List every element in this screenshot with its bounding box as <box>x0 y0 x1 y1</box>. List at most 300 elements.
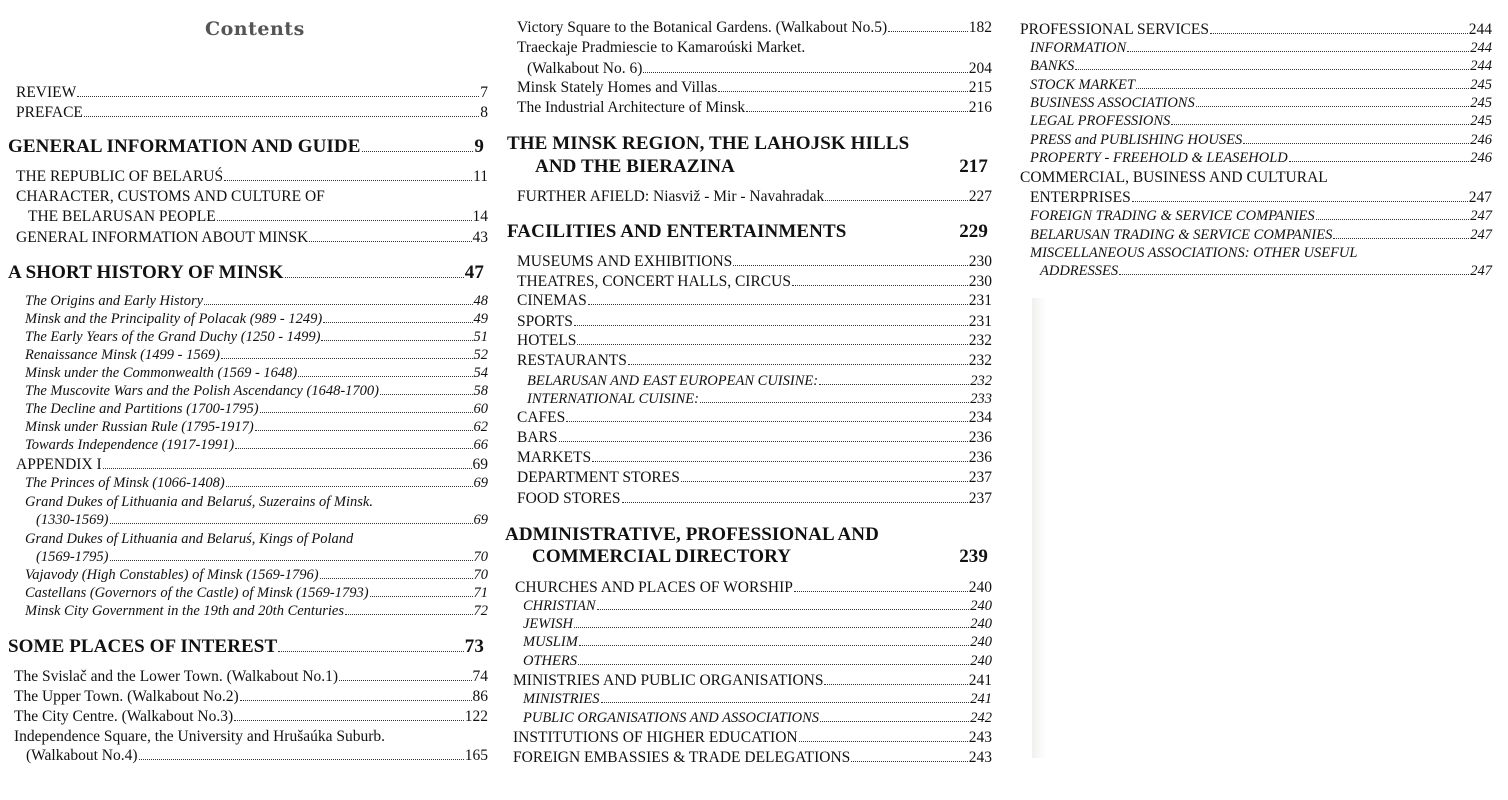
toc-entry <box>1030 58 1492 75</box>
toc-entry <box>1020 169 1492 186</box>
page-number: 245 <box>1470 113 1492 129</box>
page-title: Contents <box>205 18 305 40</box>
page-number: 165 <box>464 747 488 764</box>
page-number: 227 <box>968 188 992 205</box>
dot-leader <box>362 151 474 152</box>
entry-title: BELARUSAN AND EAST EUROPEAN CUISINE: <box>527 373 819 389</box>
entry-title: Minsk under Russian Rule (1795-1917) <box>25 419 254 435</box>
entry-title: Traeckaje Pradmiescie to Kamaroúski Market. <box>517 39 806 56</box>
page-number: 234 <box>968 409 992 426</box>
page-number: 122 <box>464 708 488 725</box>
dot-leader <box>285 277 464 278</box>
dot-leader <box>309 241 471 242</box>
dot-leader <box>221 358 473 359</box>
toc-entry <box>1030 40 1492 57</box>
page-number: 240 <box>970 598 992 614</box>
entry-title: Grand Dukes of Lithuania and Belaruś, Kings of Poland <box>25 531 354 547</box>
dot-leader <box>320 578 473 579</box>
entry-title: CAFES <box>517 409 566 426</box>
dot-leader <box>278 651 464 652</box>
entry-title: DEPARTMENT STORES <box>517 469 680 486</box>
dot-leader <box>799 741 968 742</box>
entry-title: The Princes of Minsk (1066-1408) <box>25 475 225 491</box>
toc-entry <box>25 365 488 382</box>
entry-title: The Muscovite Wars and the Polish Ascendancy (1648-1700) <box>25 383 379 399</box>
dot-leader <box>339 680 471 681</box>
dot-leader <box>1316 219 1470 220</box>
entry-title: The Upper Town. (Walkabout No.2) <box>14 688 239 705</box>
entry-title: A SHORT HISTORY OF MINSK <box>8 262 284 283</box>
entry-title: Minsk City Government in the 19th and 20th Centuries <box>25 603 344 619</box>
entry-title: Victory Square to the Botanical Gardens. (Walkabout No.5) <box>517 19 888 36</box>
toc-entry <box>517 490 992 507</box>
dot-leader <box>1333 238 1469 239</box>
page-number: 230 <box>968 273 992 290</box>
toc-entry <box>16 229 488 246</box>
dot-leader <box>1210 33 1468 34</box>
toc-entry <box>25 419 488 436</box>
dot-leader <box>234 720 464 721</box>
entry-title: GENERAL INFORMATION AND GUIDE <box>8 136 361 157</box>
page-number: 233 <box>970 391 992 407</box>
page-number: 182 <box>968 19 992 36</box>
page-number: 236 <box>968 449 992 466</box>
page-number: 11 <box>473 168 488 185</box>
page-number: 48 <box>473 293 488 309</box>
toc-entry <box>14 688 488 705</box>
page-number: 8 <box>480 104 488 121</box>
toc-entry <box>1030 95 1492 112</box>
toc-entry <box>517 99 992 116</box>
page-number: 237 <box>968 469 992 486</box>
entry-title: ADDRESSES <box>1040 263 1119 279</box>
entry-title: BANKS <box>1030 58 1075 74</box>
dot-leader <box>792 285 968 286</box>
dot-leader <box>578 664 969 665</box>
toc-entry <box>14 728 488 745</box>
toc-entry <box>1020 21 1492 38</box>
dot-leader <box>77 96 479 97</box>
dot-leader <box>1243 143 1469 144</box>
toc-entry <box>25 311 488 328</box>
page-number: 246 <box>1470 150 1492 166</box>
page-number: 232 <box>968 332 992 349</box>
dot-leader <box>574 627 969 628</box>
entry-title: ADMINISTRATIVE, PROFESSIONAL AND <box>505 524 879 545</box>
page-number: 70 <box>473 567 488 583</box>
entry-title: INFORMATION <box>1030 40 1127 56</box>
toc-entry <box>517 292 992 309</box>
page-number: 247 <box>1470 208 1492 224</box>
entry-title: THE REPUBLIC OF BELARUŚ <box>16 168 224 185</box>
page-number: 62 <box>473 419 488 435</box>
entry-title: CINEMAS <box>517 292 587 309</box>
entry-title: GENERAL INFORMATION ABOUT MINSK <box>16 229 309 246</box>
entry-title: THEATRES, CONCERT HALLS, CIRCUS <box>517 273 791 290</box>
toc-entry <box>16 456 488 473</box>
entry-title: MARKETS <box>517 449 592 466</box>
dot-leader <box>1196 106 1470 107</box>
section-heading <box>507 133 992 154</box>
toc-entry <box>523 653 992 670</box>
section-heading <box>8 636 488 657</box>
entry-title: INSTITUTIONS OF HIGHER EDUCATION <box>513 729 798 746</box>
entry-title: Minsk under the Commonwealth (1569 - 1648) <box>25 365 298 381</box>
entry-title: Grand Dukes of Lithuania and Belaruś, Suzerains of Minsk. <box>25 494 373 510</box>
dot-leader <box>380 394 473 395</box>
entry-title: Castellans (Governors of the Castle) of Minsk (1569-1793) <box>25 585 369 601</box>
page-number: 231 <box>968 292 992 309</box>
dot-leader <box>217 220 472 221</box>
page-number: 231 <box>968 313 992 330</box>
entry-title: (1569-1795) <box>36 549 109 565</box>
dot-leader <box>345 614 473 615</box>
entry-title: The Early Years of the Grand Duchy (1250 - 1499) <box>25 329 321 345</box>
toc-entry <box>527 60 992 77</box>
dot-leader <box>559 441 968 442</box>
entry-title: HOTELS <box>517 332 577 349</box>
entry-title: PROFESSIONAL SERVICES <box>1020 21 1209 38</box>
page-number: 242 <box>970 710 992 726</box>
page-number: 51 <box>473 329 488 345</box>
page-number: 217 <box>959 156 988 177</box>
dot-leader <box>1132 201 1468 202</box>
entry-title: CHRISTIAN <box>523 598 596 614</box>
page-number: 240 <box>970 616 992 632</box>
page-number: 244 <box>1468 21 1492 38</box>
dot-leader <box>825 200 967 201</box>
page-number: 245 <box>1470 77 1492 93</box>
page-number: 58 <box>473 383 488 399</box>
entry-title: PUBLIC ORGANISATIONS AND ASSOCIATIONS <box>523 710 820 726</box>
toc-entry <box>25 329 488 346</box>
entry-title: SOME PLACES OF INTEREST <box>8 636 278 657</box>
dot-leader <box>643 72 967 73</box>
dot-leader <box>574 325 968 326</box>
page-number: 43 <box>472 229 488 246</box>
page-number: 243 <box>968 749 992 766</box>
entry-title: MISCELLANEOUS ASSOCIATIONS: OTHER USEFUL <box>1030 245 1358 261</box>
page-number: 229 <box>959 221 988 242</box>
entry-title: JEWISH <box>523 616 573 632</box>
page-number: 241 <box>968 672 992 689</box>
page-number: 86 <box>472 688 488 705</box>
entry-title: SPORTS <box>517 313 573 330</box>
entry-title: Minsk and the Principality of Polacak (989 - 1249) <box>25 311 323 327</box>
page-number: 240 <box>970 653 992 669</box>
entry-title: CHARACTER, CUSTOMS AND CULTURE OF <box>16 188 325 205</box>
dot-leader <box>1136 88 1469 89</box>
toc-entry <box>523 598 992 615</box>
dot-leader <box>819 384 969 385</box>
toc-entry <box>25 603 488 620</box>
dot-leader <box>681 481 968 482</box>
page-number: 216 <box>968 99 992 116</box>
page-number: 71 <box>473 585 488 601</box>
dot-leader <box>235 448 472 449</box>
entry-title: THE BELARUSAN PEOPLE <box>28 208 216 225</box>
entry-title: OTHERS <box>523 653 577 669</box>
entry-title: THE MINSK REGION, THE LAHOJSK HILLS <box>507 133 910 154</box>
page-number: 9 <box>474 136 484 157</box>
toc-entry <box>14 668 488 685</box>
dot-leader <box>588 304 968 305</box>
toc-entry <box>1040 263 1492 280</box>
entry-title: PRESS and PUBLISHING HOUSES <box>1030 132 1243 148</box>
toc-entry <box>1030 245 1492 262</box>
dot-leader <box>1289 161 1469 162</box>
section-heading <box>532 546 992 567</box>
page-number: 243 <box>968 729 992 746</box>
toc-entry <box>517 313 992 330</box>
toc-entry <box>25 494 488 511</box>
entry-title: Independence Square, the University and Hrušaúka Suburb. <box>14 728 386 745</box>
toc-entry <box>25 401 488 418</box>
toc-entry <box>513 729 992 746</box>
dot-leader <box>226 486 473 487</box>
page-number: 247 <box>1468 189 1492 206</box>
toc-entry <box>25 347 488 364</box>
dot-leader <box>110 560 473 561</box>
toc-entry <box>16 168 488 185</box>
toc-entry <box>517 429 992 446</box>
toc-entry <box>523 710 992 727</box>
toc-entry <box>36 549 488 566</box>
toc-entry <box>36 512 488 529</box>
entry-title: MINISTRIES <box>523 691 600 707</box>
entry-title: The Origins and Early History <box>25 293 204 309</box>
entry-title: FOREIGN EMBASSIES & TRADE DELEGATIONS <box>513 749 851 766</box>
dot-leader <box>323 322 472 323</box>
toc-entry <box>1030 77 1492 94</box>
entry-title: RESTAURANTS <box>517 352 627 369</box>
toc-entry <box>517 352 992 369</box>
dot-leader <box>888 31 968 32</box>
dot-leader <box>700 402 969 403</box>
entry-title: FURTHER AFIELD: Niasviž - Mir - Navahradak <box>517 188 825 205</box>
entry-title: The Svislač and the Lower Town. (Walkabout No.1) <box>14 668 339 685</box>
toc-entry <box>517 188 992 205</box>
page-number: 241 <box>970 691 992 707</box>
toc-entry <box>517 273 992 290</box>
dot-leader <box>628 364 968 365</box>
toc-entry <box>527 391 992 408</box>
toc-entry <box>523 616 992 633</box>
entry-title: (Walkabout No.4) <box>26 747 138 764</box>
page-number: 237 <box>968 490 992 507</box>
page-number: 73 <box>464 636 484 657</box>
dot-leader <box>298 376 472 377</box>
dot-leader <box>601 702 970 703</box>
entry-title: BUSINESS ASSOCIATIONS <box>1030 95 1195 111</box>
page-number: 240 <box>968 579 992 596</box>
entry-title: Towards Independence (1917-1991) <box>25 437 235 453</box>
toc-entry <box>1030 208 1492 225</box>
toc-entry <box>25 531 488 548</box>
toc-entry <box>25 585 488 602</box>
toc-entry <box>517 19 992 36</box>
toc-entry <box>513 749 992 766</box>
page-number: 244 <box>1470 40 1492 56</box>
page-number: 47 <box>464 262 484 283</box>
page-number: 66 <box>473 437 488 453</box>
toc-entry <box>523 691 992 708</box>
dot-leader <box>622 502 968 503</box>
dot-leader <box>204 304 472 305</box>
page-number: 247 <box>1470 227 1492 243</box>
entry-title: PROPERTY - FREEHOLD & LEASEHOLD <box>1030 150 1288 166</box>
page-number: 239 <box>959 546 988 567</box>
toc-entry <box>25 293 488 310</box>
toc-entry <box>527 373 992 390</box>
toc-entry <box>517 79 992 96</box>
page-number: 215 <box>968 79 992 96</box>
page-number: 74 <box>472 668 488 685</box>
dot-leader <box>110 523 473 524</box>
dot-leader <box>592 461 968 462</box>
section-heading <box>8 136 488 157</box>
dot-leader <box>1171 124 1469 125</box>
dot-leader <box>224 180 472 181</box>
dot-leader <box>746 111 968 112</box>
toc-entry <box>1030 189 1492 206</box>
dot-leader <box>84 116 479 117</box>
toc-entry <box>517 449 992 466</box>
page-number: 240 <box>970 634 992 650</box>
page-number: 7 <box>480 84 488 101</box>
entry-title: FACILITIES AND ENTERTAINMENTS <box>507 221 847 242</box>
page-number: 230 <box>968 253 992 270</box>
page-number: 69 <box>472 456 488 473</box>
dot-leader <box>579 645 969 646</box>
section-heading <box>507 221 992 242</box>
page-number: 232 <box>970 373 992 389</box>
page-number: 14 <box>472 208 488 225</box>
dot-leader <box>597 609 970 610</box>
entry-title: Renaissance Minsk (1499 - 1569) <box>25 347 220 363</box>
dot-leader <box>1127 51 1469 52</box>
section-heading <box>8 262 488 283</box>
dot-leader <box>733 265 967 266</box>
entry-title: AND THE BIERAZINA <box>535 156 735 177</box>
entry-title: PREFACE <box>16 104 83 121</box>
entry-title: FOREIGN TRADING & SERVICE COMPANIES <box>1030 208 1315 224</box>
toc-entry <box>1030 113 1492 130</box>
toc-entry <box>16 188 488 205</box>
toc-entry <box>517 409 992 426</box>
dot-leader <box>255 430 473 431</box>
page-number: 204 <box>968 60 992 77</box>
dot-leader <box>1119 274 1469 275</box>
toc-entry <box>1030 227 1492 244</box>
page-number: 245 <box>1470 95 1492 111</box>
entry-title: MINISTRIES AND PUBLIC ORGANISATIONS <box>513 672 824 689</box>
dot-leader <box>321 340 472 341</box>
entry-title: Vajavody (High Constables) of Minsk (1569-1796) <box>25 567 319 583</box>
page-number: 69 <box>473 512 488 528</box>
toc-entry <box>1030 150 1492 167</box>
entry-title: Minsk Stately Homes and Villas <box>517 79 718 96</box>
dot-leader <box>566 421 968 422</box>
entry-title: MUSLIM <box>523 634 578 650</box>
entry-title: The Decline and Partitions (1700-1795) <box>25 401 259 417</box>
page-number: 54 <box>473 365 488 381</box>
toc-entry <box>513 672 992 689</box>
page-number: 69 <box>473 475 488 491</box>
toc-entry <box>25 437 488 454</box>
toc-entry <box>523 634 992 651</box>
toc-entry <box>517 39 992 56</box>
dot-leader <box>103 468 472 469</box>
scan-shadow <box>1032 298 1046 758</box>
section-heading <box>535 156 992 177</box>
toc-entry <box>14 708 488 725</box>
entry-title: COMMERCIAL, BUSINESS AND CULTURAL <box>1020 169 1328 186</box>
dot-leader <box>820 721 969 722</box>
dot-leader <box>260 412 473 413</box>
entry-title: BARS <box>517 429 558 446</box>
page-number: 70 <box>473 549 488 565</box>
entry-title: (Walkabout No. 6) <box>527 60 643 77</box>
toc-entry <box>517 253 992 270</box>
toc-entry <box>28 208 488 225</box>
toc-entry <box>25 383 488 400</box>
page-number: 49 <box>473 311 488 327</box>
section-heading <box>505 524 992 545</box>
page-number: 232 <box>968 352 992 369</box>
toc-entry <box>515 579 992 596</box>
entry-title: INTERNATIONAL CUISINE: <box>527 391 699 407</box>
entry-title: REVIEW <box>16 84 77 101</box>
entry-title: LEGAL PROFESSIONS <box>1030 113 1171 129</box>
dot-leader <box>794 591 968 592</box>
dot-leader <box>577 344 967 345</box>
entry-title: FOOD STORES <box>517 490 621 507</box>
page-number: 244 <box>1470 58 1492 74</box>
page-number: 236 <box>968 429 992 446</box>
toc-entry <box>1030 132 1492 149</box>
toc-entry <box>25 475 488 492</box>
page-number: 72 <box>473 603 488 619</box>
toc-entry <box>16 104 488 121</box>
entry-title: CHURCHES AND PLACES OF WORSHIP <box>515 579 793 596</box>
entry-title: COMMERCIAL DIRECTORY <box>532 546 792 567</box>
dot-leader <box>1075 69 1469 70</box>
dot-leader <box>139 759 464 760</box>
toc-entry <box>26 747 488 764</box>
dot-leader <box>240 700 472 701</box>
entry-title: The City Centre. (Walkabout No.3) <box>14 708 234 725</box>
page-number: 247 <box>1470 263 1492 279</box>
toc-entry <box>517 332 992 349</box>
toc-entry <box>16 84 488 101</box>
toc-entry <box>25 567 488 584</box>
entry-title: ENTERPRISES <box>1030 189 1131 206</box>
dot-leader <box>370 596 473 597</box>
entry-title: MUSEUMS AND EXHIBITIONS <box>517 253 733 270</box>
page-number: 246 <box>1470 132 1492 148</box>
entry-title: STOCK MARKET <box>1030 77 1135 93</box>
dot-leader <box>824 684 967 685</box>
toc-entry <box>517 469 992 486</box>
page-number: 52 <box>473 347 488 363</box>
entry-title: The Industrial Architecture of Minsk <box>517 99 746 116</box>
entry-title: APPENDIX I <box>16 456 102 473</box>
dot-leader <box>851 761 967 762</box>
page-number: 60 <box>473 401 488 417</box>
dot-leader <box>718 91 967 92</box>
entry-title: (1330-1569) <box>36 512 109 528</box>
